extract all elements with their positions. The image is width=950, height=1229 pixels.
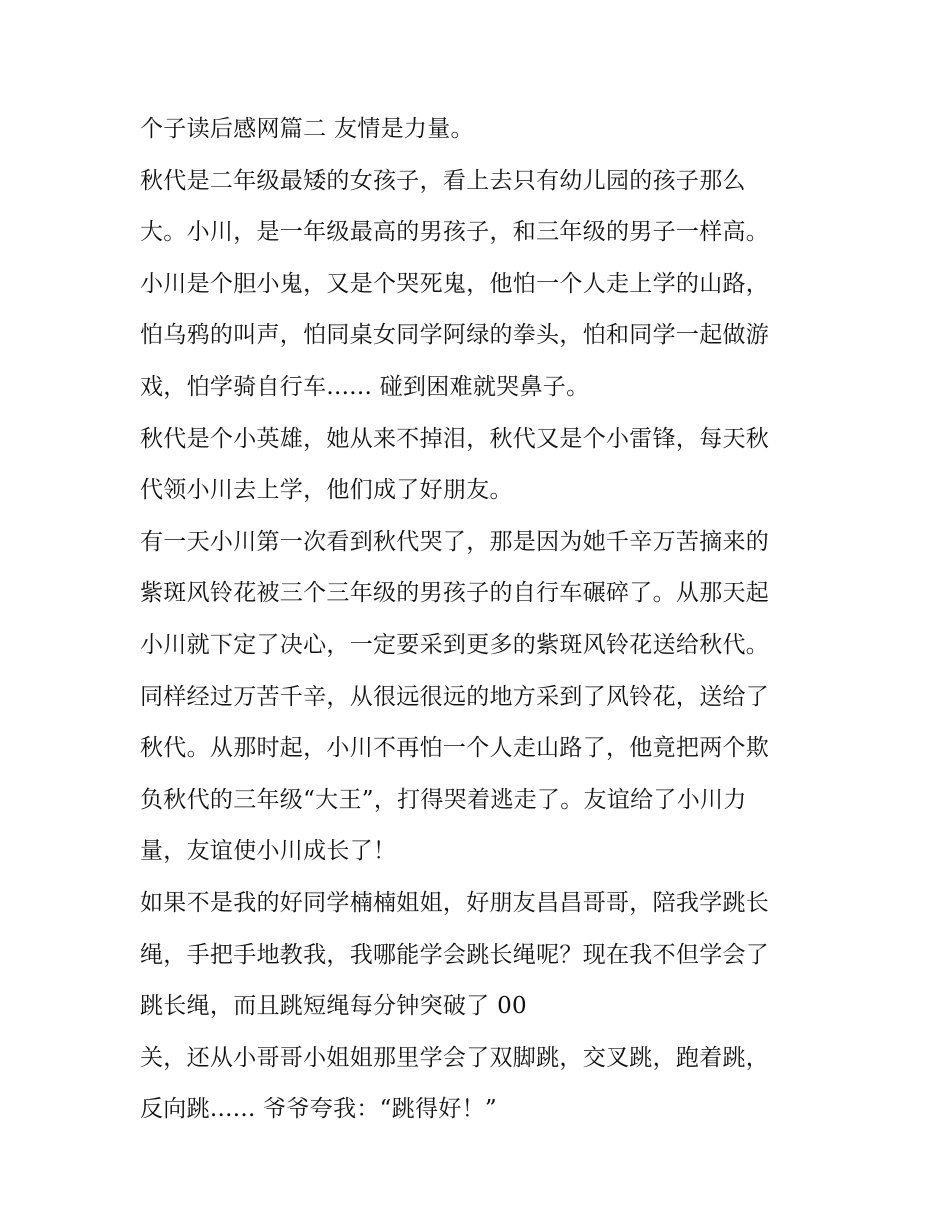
text-line: 如果不是我的好同学楠楠姐姐，好朋友昌昌哥哥，陪我学跳长: [140, 889, 770, 916]
text-line: 绳，手把手地教我，我哪能学会跳长绳呢？现在我不但学会了: [140, 941, 770, 968]
text-line: 秋代。从那时起，小川不再怕一个人走山路了，他竟把两个欺: [140, 735, 770, 762]
text-line: 代领小川去上学，他们成了好朋友。: [140, 477, 513, 504]
text-line: 量，友谊使小川成长了！: [140, 838, 397, 865]
text-line: 同样经过万苦千辛，从很远很远的地方采到了风铃花，送给了: [140, 683, 770, 710]
text-line: 秋代是二年级最矮的女孩子，看上去只有幼儿园的孩子那么: [140, 167, 746, 194]
text-line: 紫斑风铃花被三个三年级的男孩子的自行车碾碎了。从那天起: [140, 580, 770, 607]
text-line: 秋代是个小英雄，她从来不掉泪，秋代又是个小雷锋，每天秋: [140, 425, 770, 452]
text-line: 怕乌鸦的叫声，怕同桌女同学阿绿的拳头，怕和同学一起做游: [140, 322, 770, 349]
document-body-text: [140, 104, 830, 1136]
text-line: 跳长绳，而且跳短绳每分钟突破了 00: [140, 993, 527, 1020]
text-line: 个子读后感网篇二 友情是力量。: [140, 116, 474, 142]
text-line: 小川就下定了决心，一定要采到更多的紫斑风铃花送给秋代。: [140, 631, 770, 658]
text-line: 有一天小川第一次看到秋代哭了，那是因为她千辛万苦摘来的: [140, 528, 770, 555]
text-line: 大。小川，是一年级最高的男孩子，和三年级的男子一样高。: [140, 219, 770, 246]
text-line: 小川是个胆小鬼，又是个哭死鬼，他怕一个人走上学的山路，: [140, 270, 770, 297]
text-line: 反向跳...... 爷爷夸我：“跳得好！”: [140, 1096, 497, 1123]
text-line: 关，还从小哥哥小姐姐那里学会了双脚跳，交叉跳，跑着跳，: [140, 1044, 770, 1071]
text-line: 负秋代的三年级“大王”，打得哭着逃走了。友谊给了小川力: [140, 786, 747, 813]
text-line: 戏，怕学骑自行车...... 碰到困难就哭鼻子。: [140, 373, 590, 400]
